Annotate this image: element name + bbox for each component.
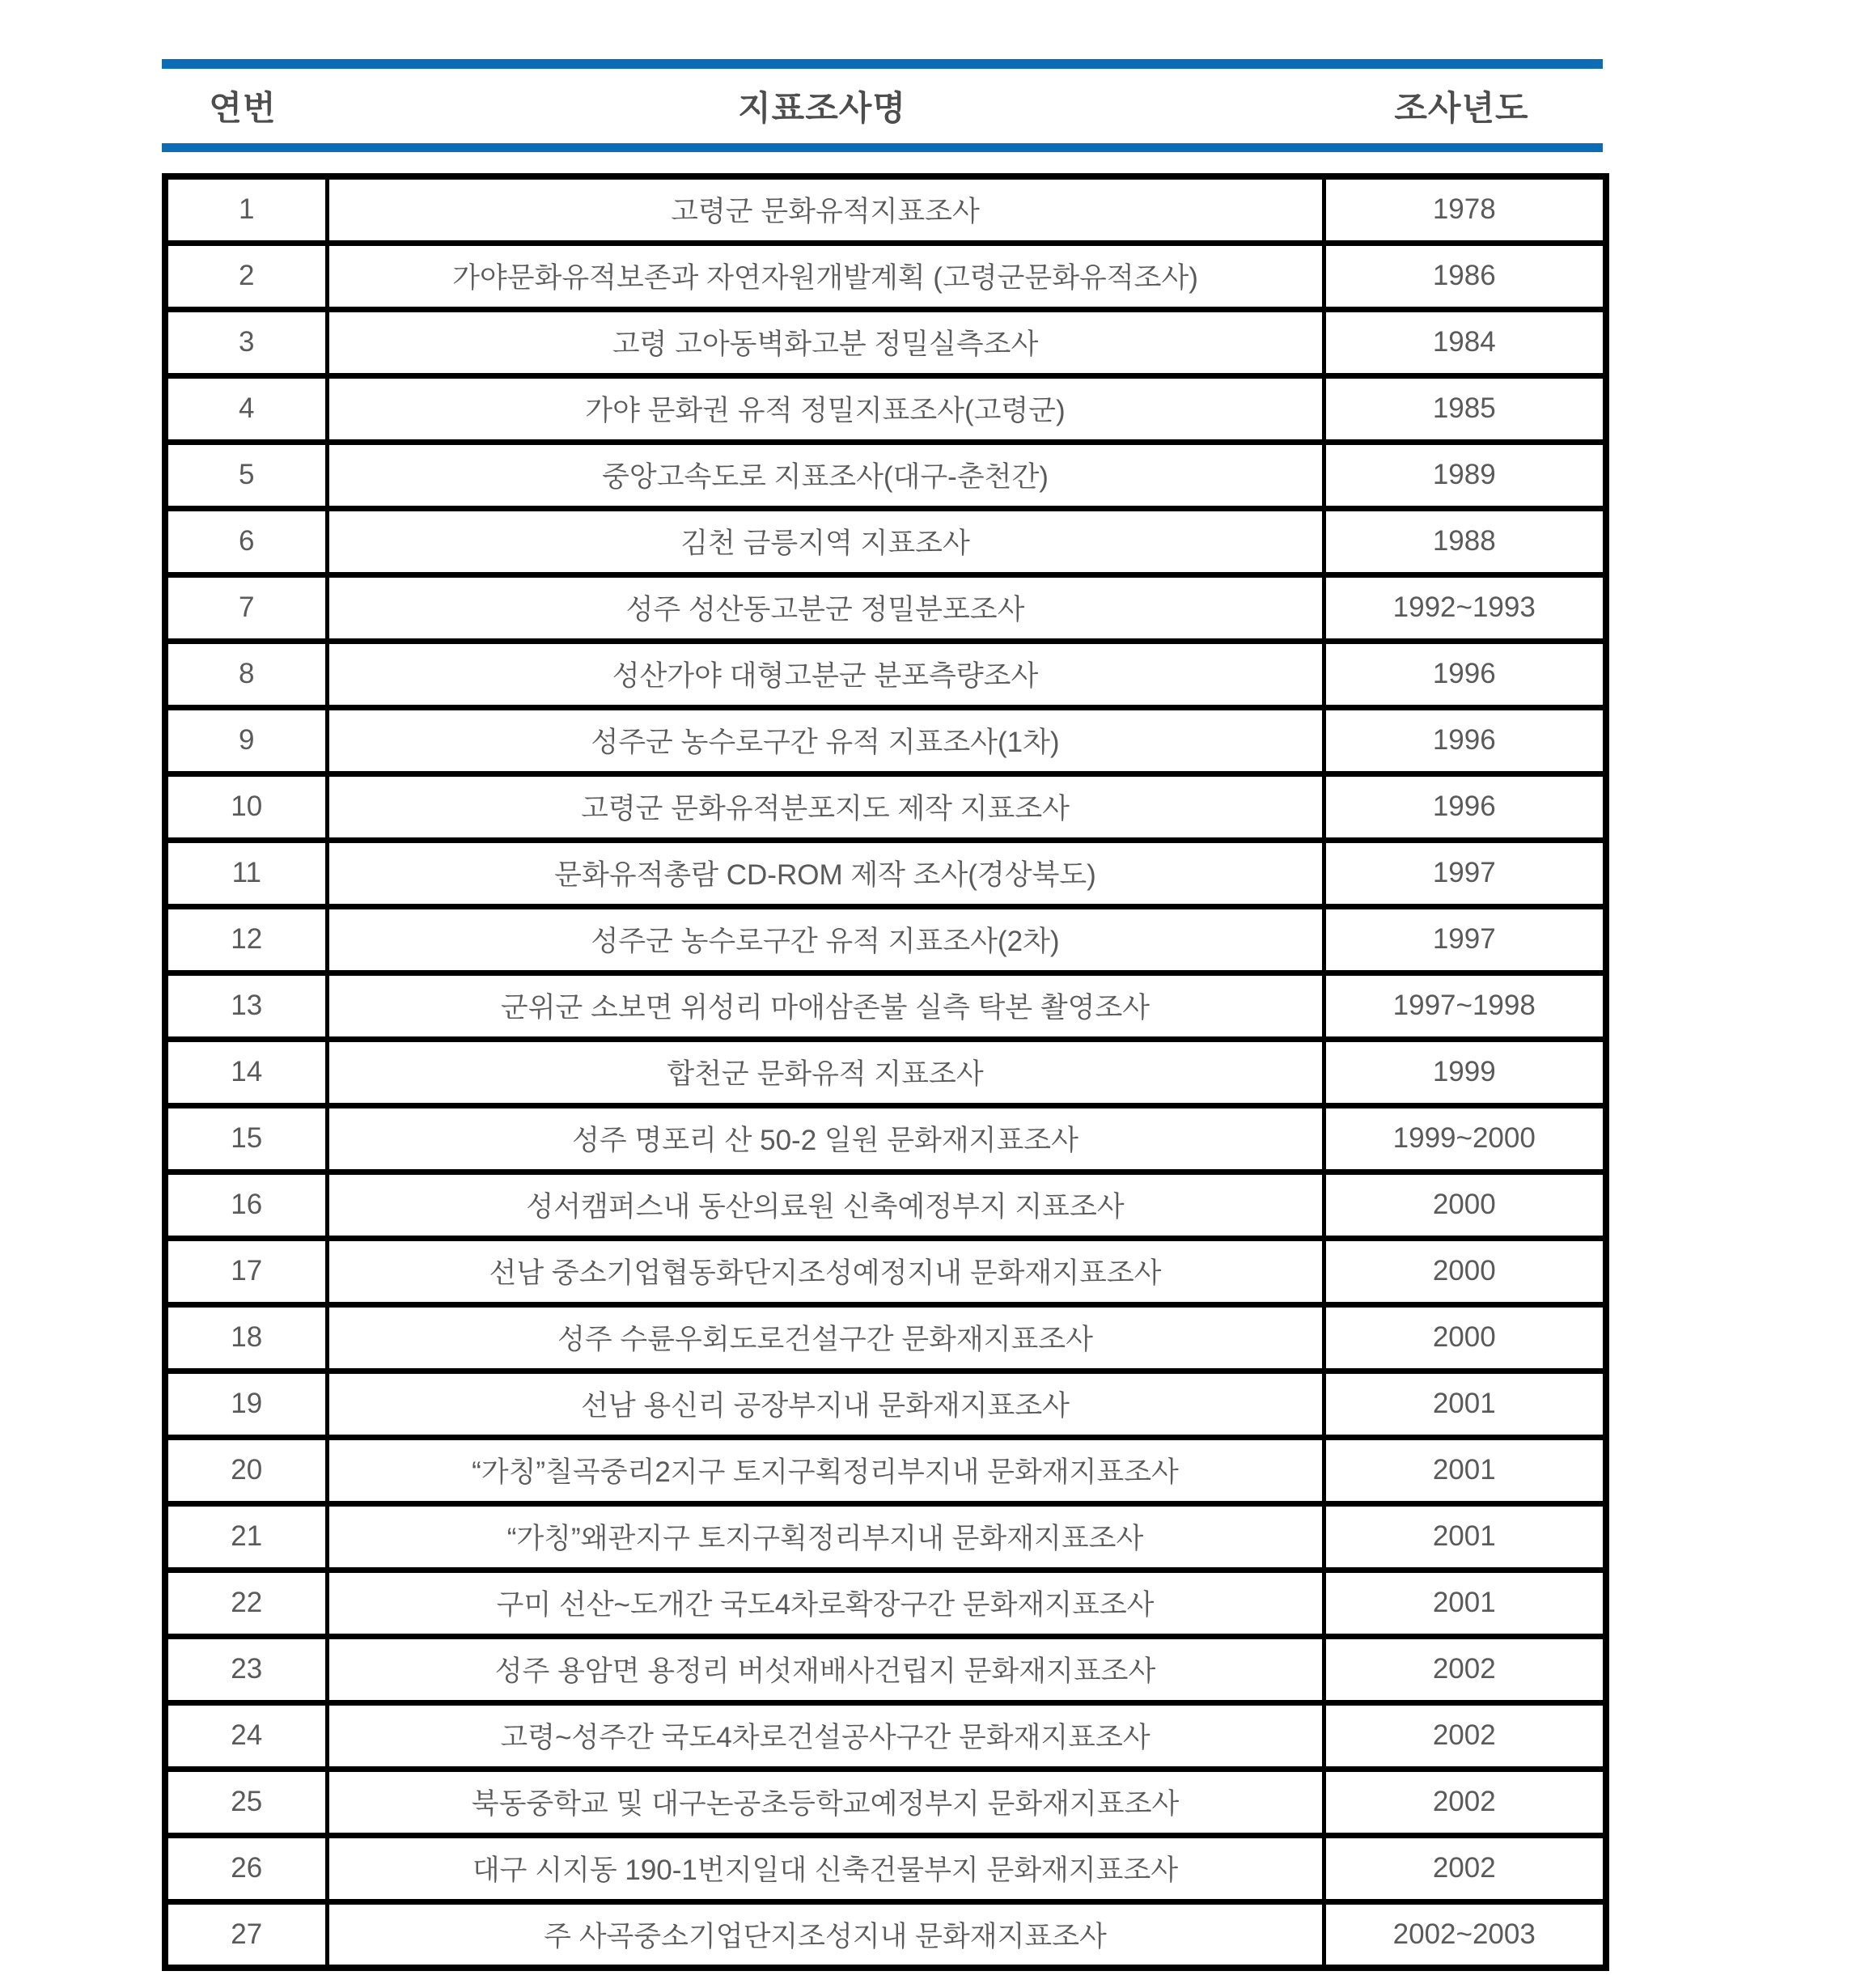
header-survey-year: 조사년도 [1394, 89, 1529, 127]
row-survey-name: 북동중학교 및 대구논공초등학교예정부지 문화재지표조사 [327, 1769, 1324, 1835]
header-survey-name: 지표조사명 [738, 89, 906, 127]
row-serial-number: 24 [165, 1702, 327, 1769]
row-survey-name: “가칭”칠곡중리2지구 토지구획정리부지내 문화재지표조사 [327, 1437, 1324, 1503]
row-survey-name: 성서캠퍼스내 동산의료원 신축예정부지 지표조사 [327, 1172, 1324, 1238]
row-survey-name: “가칭”왜관지구 토지구획정리부지내 문화재지표조사 [327, 1503, 1324, 1570]
row-survey-name: 성주 성산동고분군 정밀분포조사 [327, 574, 1324, 641]
row-survey-name: 고령군 문화유적분포지도 제작 지표조사 [327, 774, 1324, 840]
row-survey-name: 선남 용신리 공장부지내 문화재지표조사 [327, 1371, 1324, 1437]
row-serial-number: 20 [165, 1437, 327, 1503]
table-row [165, 309, 1606, 375]
row-survey-year: 2000 [1324, 1304, 1606, 1371]
row-survey-name: 성주 수륜우회도로건설구간 문화재지표조사 [327, 1304, 1324, 1371]
row-survey-year: 1988 [1324, 508, 1606, 574]
table-row [165, 1636, 1606, 1702]
row-serial-number: 15 [165, 1105, 327, 1172]
table-row [165, 176, 1606, 243]
row-survey-year: 2000 [1324, 1238, 1606, 1304]
row-survey-year: 2002 [1324, 1636, 1606, 1702]
row-survey-name: 중앙고속도로 지표조사(대구-춘천간) [327, 442, 1324, 508]
table-row [165, 1172, 1606, 1238]
header-bottom-rule [162, 143, 1603, 152]
survey-list-section [162, 59, 1603, 1971]
table-row [165, 906, 1606, 973]
row-survey-year: 1997 [1324, 840, 1606, 906]
row-survey-name: 문화유적총람 CD-ROM 제작 조사(경상북도) [327, 840, 1324, 906]
row-survey-name: 성주군 농수로구간 유적 지표조사(2차) [327, 906, 1324, 973]
header-serial-number: 연번 [209, 89, 277, 127]
table-row [165, 840, 1606, 906]
row-survey-year: 2002 [1324, 1769, 1606, 1835]
table-row [165, 442, 1606, 508]
survey-table [162, 173, 1609, 1971]
table-row [165, 973, 1606, 1039]
row-serial-number: 25 [165, 1769, 327, 1835]
row-serial-number: 6 [165, 508, 327, 574]
table-row [165, 1437, 1606, 1503]
row-survey-name: 고령군 문화유적지표조사 [327, 176, 1324, 243]
row-survey-year: 1997 [1324, 906, 1606, 973]
row-serial-number: 21 [165, 1503, 327, 1570]
table-row [165, 508, 1606, 574]
row-survey-year: 2001 [1324, 1503, 1606, 1570]
row-serial-number: 12 [165, 906, 327, 973]
row-serial-number: 22 [165, 1570, 327, 1636]
row-survey-year: 2002 [1324, 1702, 1606, 1769]
row-survey-name: 가야 문화권 유적 정밀지표조사(고령군) [327, 375, 1324, 442]
table-row [165, 574, 1606, 641]
row-serial-number: 13 [165, 973, 327, 1039]
row-survey-year: 1996 [1324, 774, 1606, 840]
table-row [165, 1901, 1606, 1968]
row-serial-number: 3 [165, 309, 327, 375]
row-serial-number: 27 [165, 1901, 327, 1968]
row-serial-number: 18 [165, 1304, 327, 1371]
row-serial-number: 7 [165, 574, 327, 641]
table-row [165, 707, 1606, 774]
table-row [165, 1304, 1606, 1371]
row-survey-name: 성주군 농수로구간 유적 지표조사(1차) [327, 707, 1324, 774]
row-survey-name: 성산가야 대형고분군 분포측량조사 [327, 641, 1324, 707]
row-survey-name: 주 사곡중소기업단지조성지내 문화재지표조사 [327, 1901, 1324, 1968]
row-serial-number: 2 [165, 243, 327, 309]
row-survey-year: 2002~2003 [1324, 1901, 1606, 1968]
table-row [165, 1702, 1606, 1769]
row-survey-name: 선남 중소기업협동화단지조성예정지내 문화재지표조사 [327, 1238, 1324, 1304]
row-survey-name: 성주 명포리 산 50-2 일원 문화재지표조사 [327, 1105, 1324, 1172]
row-serial-number: 14 [165, 1039, 327, 1105]
row-survey-year: 1985 [1324, 375, 1606, 442]
table-row [165, 1769, 1606, 1835]
row-survey-year: 1996 [1324, 641, 1606, 707]
row-serial-number: 4 [165, 375, 327, 442]
row-survey-name: 가야문화유적보존과 자연자원개발계획 (고령군문화유적조사) [327, 243, 1324, 309]
spacer [162, 152, 1603, 173]
top-accent-rule [162, 59, 1603, 69]
row-survey-year: 1978 [1324, 176, 1606, 243]
row-survey-year: 2001 [1324, 1570, 1606, 1636]
survey-table-body [165, 176, 1606, 1968]
table-header-band [162, 69, 1603, 143]
table-row [165, 1105, 1606, 1172]
row-serial-number: 19 [165, 1371, 327, 1437]
table-row [165, 243, 1606, 309]
row-serial-number: 26 [165, 1835, 327, 1901]
row-survey-name: 합천군 문화유적 지표조사 [327, 1039, 1324, 1105]
table-row [165, 1570, 1606, 1636]
table-row [165, 1039, 1606, 1105]
table-row [165, 1238, 1606, 1304]
row-serial-number: 23 [165, 1636, 327, 1702]
row-serial-number: 5 [165, 442, 327, 508]
table-row [165, 1503, 1606, 1570]
row-survey-name: 성주 용암면 용정리 버섯재배사건립지 문화재지표조사 [327, 1636, 1324, 1702]
row-survey-year: 1989 [1324, 442, 1606, 508]
row-survey-year: 1997~1998 [1324, 973, 1606, 1039]
row-serial-number: 11 [165, 840, 327, 906]
table-row [165, 375, 1606, 442]
row-survey-year: 2001 [1324, 1371, 1606, 1437]
row-serial-number: 8 [165, 641, 327, 707]
row-survey-year: 1986 [1324, 243, 1606, 309]
row-serial-number: 16 [165, 1172, 327, 1238]
row-serial-number: 9 [165, 707, 327, 774]
row-serial-number: 10 [165, 774, 327, 840]
row-serial-number: 1 [165, 176, 327, 243]
row-survey-year: 1984 [1324, 309, 1606, 375]
row-survey-year: 1996 [1324, 707, 1606, 774]
row-survey-year: 2001 [1324, 1437, 1606, 1503]
table-row [165, 774, 1606, 840]
row-survey-name: 고령 고아동벽화고분 정밀실측조사 [327, 309, 1324, 375]
row-survey-year: 2000 [1324, 1172, 1606, 1238]
row-survey-name: 대구 시지동 190-1번지일대 신축건물부지 문화재지표조사 [327, 1835, 1324, 1901]
row-survey-name: 고령~성주간 국도4차로건설공사구간 문화재지표조사 [327, 1702, 1324, 1769]
table-row [165, 1835, 1606, 1901]
row-survey-year: 1999~2000 [1324, 1105, 1606, 1172]
row-survey-year: 1999 [1324, 1039, 1606, 1105]
row-survey-year: 1992~1993 [1324, 574, 1606, 641]
table-row [165, 1371, 1606, 1437]
row-survey-name: 구미 선산~도개간 국도4차로확장구간 문화재지표조사 [327, 1570, 1324, 1636]
row-serial-number: 17 [165, 1238, 327, 1304]
table-row [165, 641, 1606, 707]
row-survey-name: 김천 금릉지역 지표조사 [327, 508, 1324, 574]
row-survey-year: 2002 [1324, 1835, 1606, 1901]
row-survey-name: 군위군 소보면 위성리 마애삼존불 실측 탁본 촬영조사 [327, 973, 1324, 1039]
